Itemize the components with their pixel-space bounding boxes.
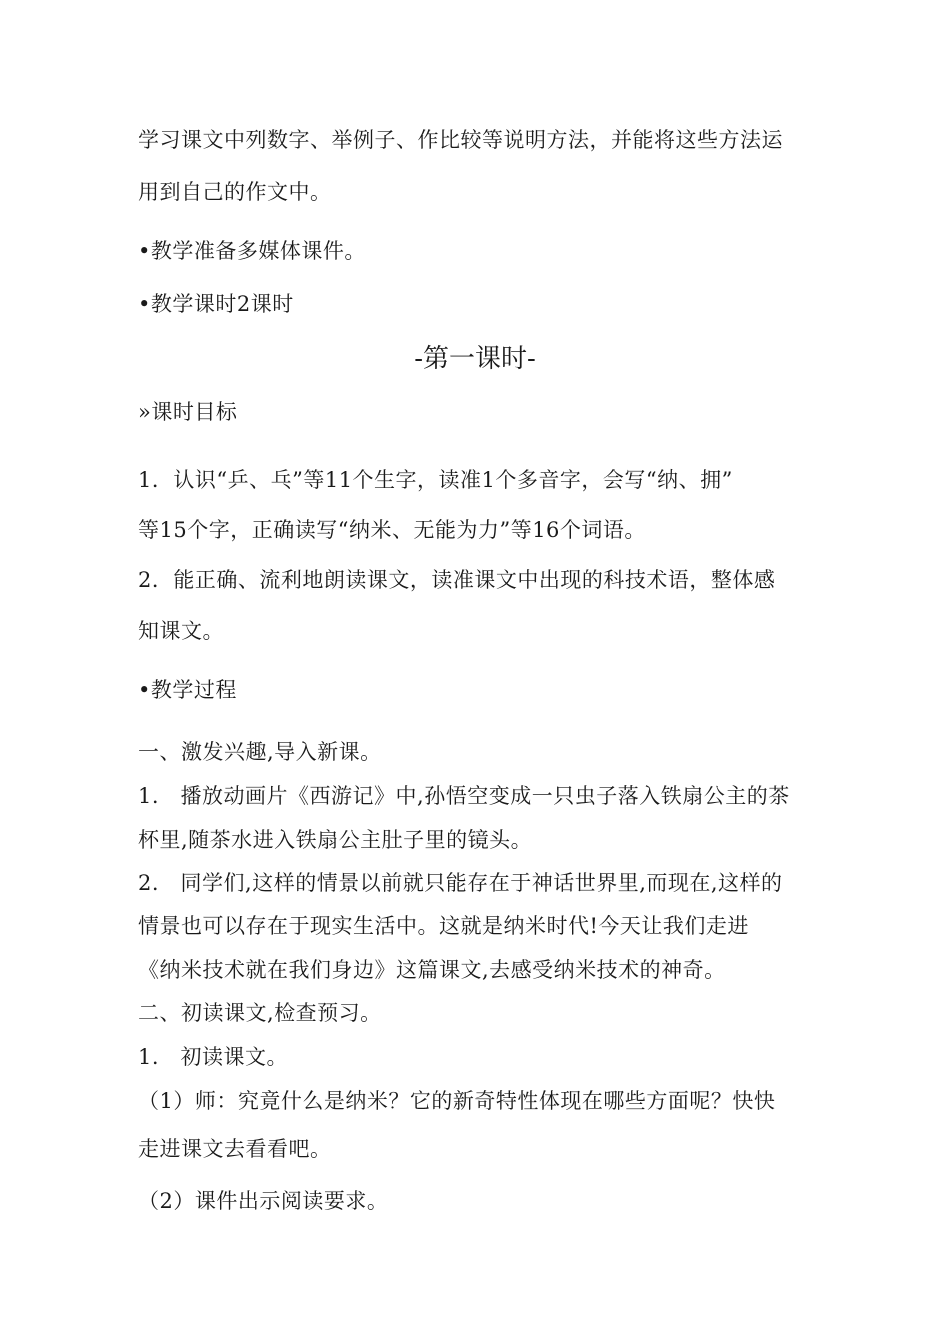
step-2-line-1: 2. 同学们,这样的情景以前就只能存在于神话世界里,而现在,这样的 [138, 871, 783, 895]
sub-step-2: （2）课件出示阅读要求。 [138, 1189, 389, 1213]
step-1-line-2: 杯里,随茶水进入铁扇公主肚子里的镜头。 [138, 828, 533, 852]
goal-1-line-1: 1．认识“乒、乓”等11个生字，读准1个多音字，会写“纳、拥” [138, 468, 733, 492]
teaching-hours: •教学课时2课时 [138, 292, 294, 316]
read-step-1: 1. 初读课文。 [138, 1045, 289, 1069]
step-2-line-3: 《纳米技术就在我们身边》这篇课文,去感受纳米技术的神奇。 [138, 958, 726, 982]
lesson-goals-title: »课时目标 [138, 400, 238, 424]
goal-1-line-2: 等15个字，正确读写“纳米、无能为力”等16个词语。 [138, 518, 646, 542]
objective-line-1: 学习课文中列数字、举例子、作比较等说明方法，并能将这些方法运 [138, 128, 783, 152]
goal-2-line-1: 2．能正确、流利地朗读课文，读准课文中出现的科技术语，整体感 [138, 568, 776, 592]
teaching-process-title: •教学过程 [138, 678, 237, 702]
section-1-title: 一、激发兴趣,导入新课。 [138, 740, 382, 764]
step-1-line-1: 1. 播放动画片《西游记》中,孙悟空变成一只虫子落入铁扇公主的茶 [138, 784, 790, 808]
goal-2-line-2: 知课文。 [138, 619, 224, 643]
sub-step-1-line-1: （1）师：究竟什么是纳米？它的新奇特性体现在哪些方面呢？快快 [138, 1089, 776, 1113]
step-2-line-2: 情景也可以存在于现实生活中。这就是纳米时代!今天让我们走进 [138, 914, 749, 938]
teaching-preparation: •教学准备多媒体课件。 [138, 239, 366, 263]
lesson-heading: -第一课时- [414, 344, 536, 374]
sub-step-1-line-2: 走进课文去看看吧。 [138, 1137, 332, 1161]
objective-line-2: 用到自己的作文中。 [138, 180, 332, 204]
section-2-title: 二、初读课文,检查预习。 [138, 1001, 382, 1025]
